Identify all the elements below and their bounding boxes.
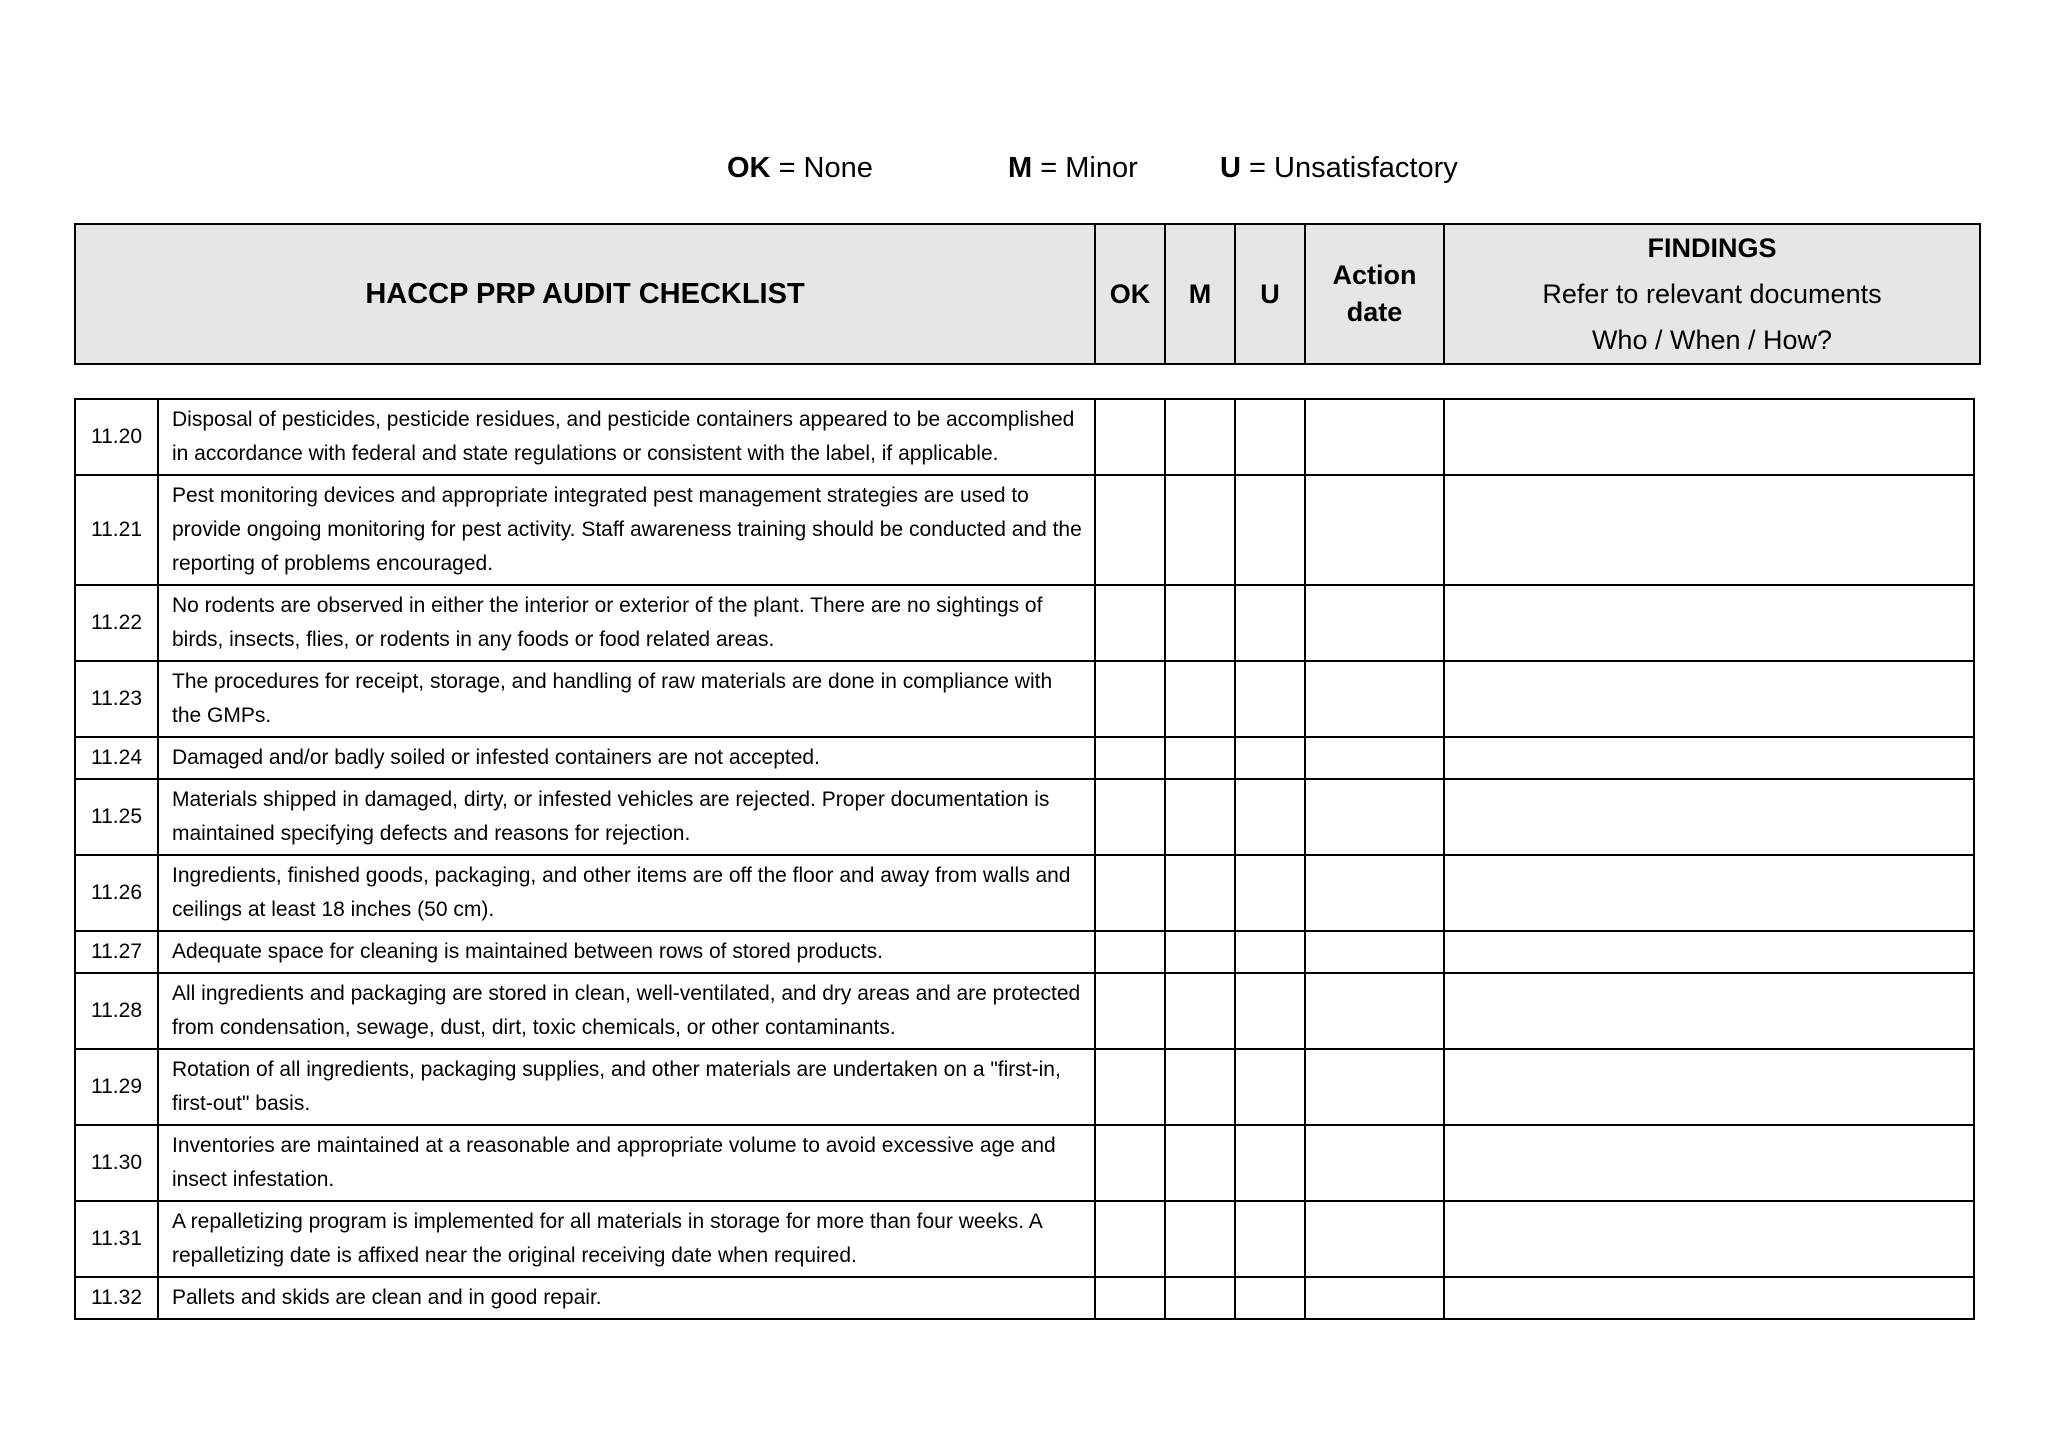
item-number: 11.25 — [75, 779, 158, 855]
item-number: 11.24 — [75, 737, 158, 779]
unsatisfactory-cell[interactable] — [1235, 973, 1305, 1049]
unsatisfactory-cell[interactable] — [1235, 931, 1305, 973]
table-row — [75, 1125, 1974, 1201]
item-number: 11.32 — [75, 1277, 158, 1319]
minor-cell[interactable] — [1165, 779, 1235, 855]
action-date-cell[interactable] — [1305, 855, 1444, 931]
minor-cell[interactable] — [1165, 931, 1235, 973]
findings-cell[interactable] — [1444, 661, 1974, 737]
ok-cell[interactable] — [1095, 737, 1165, 779]
unsatisfactory-cell[interactable] — [1235, 779, 1305, 855]
legend-unsatisfactory — [1220, 152, 1458, 185]
findings-cell[interactable] — [1444, 855, 1974, 931]
action-date-cell[interactable] — [1305, 779, 1444, 855]
ok-cell[interactable] — [1095, 1277, 1165, 1319]
item-number: 11.28 — [75, 973, 158, 1049]
item-description: Ingredients, finished goods, packaging, and other items are off the floor and away from walls and ceilings at least 18 inches (50 cm). — [158, 855, 1095, 931]
table-row — [75, 973, 1974, 1049]
ok-cell[interactable] — [1095, 399, 1165, 475]
unsatisfactory-cell[interactable] — [1235, 737, 1305, 779]
ok-cell[interactable] — [1095, 1049, 1165, 1125]
ok-cell[interactable] — [1095, 1125, 1165, 1201]
item-number: 11.31 — [75, 1201, 158, 1277]
header-action-line1: Action — [1332, 260, 1417, 290]
header-ok: OK — [1095, 224, 1165, 364]
rating-legend — [0, 152, 2048, 192]
legend-ok-value: = None — [778, 152, 873, 184]
checklist-title: HACCP PRP AUDIT CHECKLIST — [75, 224, 1095, 364]
table-row — [75, 1277, 1974, 1319]
item-description: Damaged and/or badly soiled or infested containers are not accepted. — [158, 737, 1095, 779]
minor-cell[interactable] — [1165, 661, 1235, 737]
item-number: 11.22 — [75, 585, 158, 661]
legend-ok-key: OK — [727, 152, 771, 184]
action-date-cell[interactable] — [1305, 1277, 1444, 1319]
table-row — [75, 1201, 1974, 1277]
unsatisfactory-cell[interactable] — [1235, 399, 1305, 475]
item-description: Adequate space for cleaning is maintained between rows of stored products. — [158, 931, 1095, 973]
action-date-cell[interactable] — [1305, 585, 1444, 661]
item-description: Pest monitoring devices and appropriate integrated pest management strategies are used to provide ongoing monitoring for pest activity. Staff awareness training should be conducted and the reporting of problems encouraged. — [158, 475, 1095, 585]
minor-cell[interactable] — [1165, 399, 1235, 475]
findings-title: FINDINGS — [1647, 233, 1777, 263]
legend-ok — [727, 152, 873, 185]
table-row — [75, 661, 1974, 737]
action-date-cell[interactable] — [1305, 399, 1444, 475]
unsatisfactory-cell[interactable] — [1235, 1277, 1305, 1319]
ok-cell[interactable] — [1095, 931, 1165, 973]
minor-cell[interactable] — [1165, 1277, 1235, 1319]
table-row — [75, 475, 1974, 585]
unsatisfactory-cell[interactable] — [1235, 1125, 1305, 1201]
action-date-cell[interactable] — [1305, 1201, 1444, 1277]
findings-line2: Who / When / How? — [1591, 325, 1833, 355]
item-description: No rodents are observed in either the interior or exterior of the plant. There are no sightings of birds, insects, flies, or rodents in any foods or food related areas. — [158, 585, 1095, 661]
header-minor: M — [1165, 224, 1235, 364]
table-row — [75, 779, 1974, 855]
table-row — [75, 931, 1974, 973]
action-date-cell[interactable] — [1305, 931, 1444, 973]
findings-cell[interactable] — [1444, 1125, 1974, 1201]
findings-cell[interactable] — [1444, 779, 1974, 855]
findings-cell[interactable] — [1444, 973, 1974, 1049]
minor-cell[interactable] — [1165, 475, 1235, 585]
ok-cell[interactable] — [1095, 855, 1165, 931]
checklist-header — [74, 223, 1981, 365]
action-date-cell[interactable] — [1305, 661, 1444, 737]
legend-u-key: U — [1220, 152, 1241, 184]
header-action-date — [1305, 224, 1444, 364]
item-number: 11.26 — [75, 855, 158, 931]
ok-cell[interactable] — [1095, 475, 1165, 585]
item-description: Materials shipped in damaged, dirty, or infested vehicles are rejected. Proper documentation is maintained specifying defects and reasons for rejection. — [158, 779, 1095, 855]
minor-cell[interactable] — [1165, 855, 1235, 931]
legend-u-value: = Unsatisfactory — [1249, 152, 1458, 184]
item-description: A repalletizing program is implemented for all materials in storage for more than four weeks. A repalletizing date is affixed near the original receiving date when required. — [158, 1201, 1095, 1277]
ok-cell[interactable] — [1095, 661, 1165, 737]
item-number: 11.29 — [75, 1049, 158, 1125]
legend-m-value: = Minor — [1040, 152, 1138, 184]
item-number: 11.20 — [75, 399, 158, 475]
table-row — [75, 855, 1974, 931]
header-action-line2: date — [1346, 297, 1403, 327]
action-date-cell[interactable] — [1305, 1125, 1444, 1201]
unsatisfactory-cell[interactable] — [1235, 1049, 1305, 1125]
findings-cell[interactable] — [1444, 931, 1974, 973]
item-number: 11.23 — [75, 661, 158, 737]
minor-cell[interactable] — [1165, 1201, 1235, 1277]
findings-cell[interactable] — [1444, 1277, 1974, 1319]
unsatisfactory-cell[interactable] — [1235, 1201, 1305, 1277]
table-row — [75, 1049, 1974, 1125]
table-row — [75, 585, 1974, 661]
item-number: 11.21 — [75, 475, 158, 585]
action-date-cell[interactable] — [1305, 475, 1444, 585]
findings-line1: Refer to relevant documents — [1542, 279, 1882, 309]
legend-m-key: M — [1008, 152, 1033, 184]
item-description: The procedures for receipt, storage, and handling of raw materials are done in compliance with the GMPs. — [158, 661, 1095, 737]
item-number: 11.27 — [75, 931, 158, 973]
header-findings — [1444, 224, 1980, 364]
item-description: All ingredients and packaging are stored in clean, well-ventilated, and dry areas and are protected from condensation, sewage, dust, dirt, toxic chemicals, or other contaminants. — [158, 973, 1095, 1049]
action-date-cell[interactable] — [1305, 737, 1444, 779]
findings-cell[interactable] — [1444, 585, 1974, 661]
minor-cell[interactable] — [1165, 1125, 1235, 1201]
findings-cell[interactable] — [1444, 399, 1974, 475]
unsatisfactory-cell[interactable] — [1235, 855, 1305, 931]
header-unsatisfactory: U — [1235, 224, 1305, 364]
item-description: Disposal of pesticides, pesticide residues, and pesticide containers appeared to be accomplished in accordance with federal and state regulations or consistent with the label, if applicable. — [158, 399, 1095, 475]
unsatisfactory-cell[interactable] — [1235, 661, 1305, 737]
findings-cell[interactable] — [1444, 475, 1974, 585]
checklist-table — [74, 398, 1975, 1320]
ok-cell[interactable] — [1095, 585, 1165, 661]
table-row — [75, 399, 1974, 475]
action-date-cell[interactable] — [1305, 973, 1444, 1049]
table-row — [75, 737, 1974, 779]
findings-cell[interactable] — [1444, 737, 1974, 779]
minor-cell[interactable] — [1165, 1049, 1235, 1125]
item-description: Rotation of all ingredients, packaging supplies, and other materials are undertaken on a "first-in, first-out" basis. — [158, 1049, 1095, 1125]
item-description: Pallets and skids are clean and in good repair. — [158, 1277, 1095, 1319]
minor-cell[interactable] — [1165, 973, 1235, 1049]
findings-cell[interactable] — [1444, 1201, 1974, 1277]
item-number: 11.30 — [75, 1125, 158, 1201]
legend-minor — [1008, 152, 1138, 185]
item-description: Inventories are maintained at a reasonable and appropriate volume to avoid excessive age and insect infestation. — [158, 1125, 1095, 1201]
ok-cell[interactable] — [1095, 1201, 1165, 1277]
ok-cell[interactable] — [1095, 973, 1165, 1049]
action-date-cell[interactable] — [1305, 1049, 1444, 1125]
unsatisfactory-cell[interactable] — [1235, 585, 1305, 661]
ok-cell[interactable] — [1095, 779, 1165, 855]
minor-cell[interactable] — [1165, 585, 1235, 661]
findings-cell[interactable] — [1444, 1049, 1974, 1125]
unsatisfactory-cell[interactable] — [1235, 475, 1305, 585]
minor-cell[interactable] — [1165, 737, 1235, 779]
